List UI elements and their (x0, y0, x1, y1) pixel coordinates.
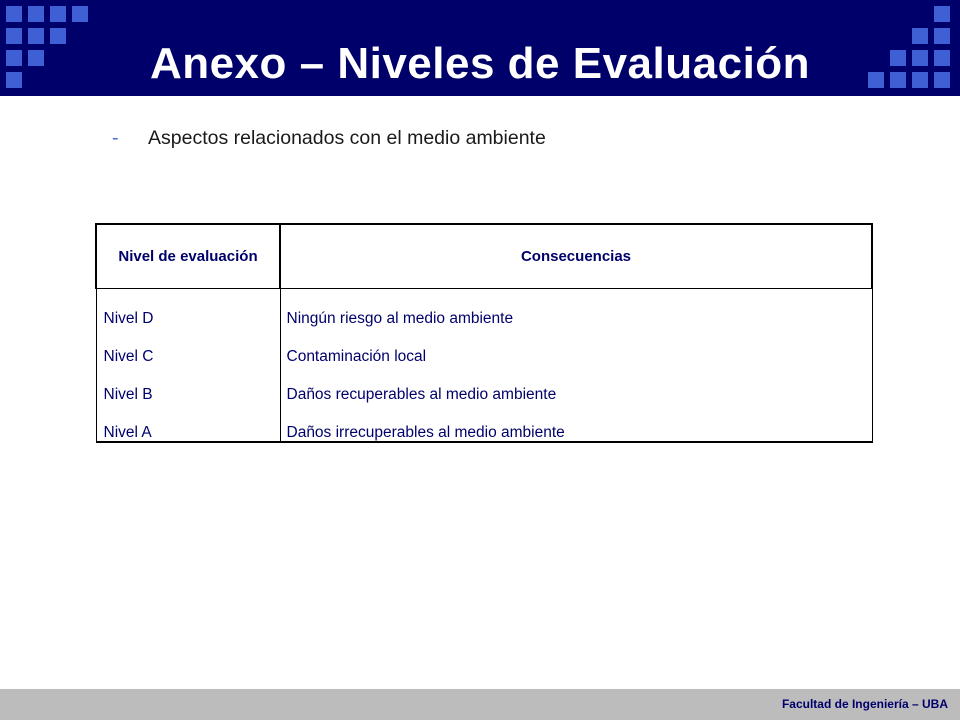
cell-nivel: Nivel B (96, 365, 280, 403)
title-bar (0, 0, 960, 96)
cell-nivel: Nivel A (96, 403, 280, 442)
evaluation-table (95, 223, 873, 443)
header-nivel: Nivel de evaluación (96, 224, 280, 289)
table-row (96, 327, 872, 365)
table-row (96, 365, 872, 403)
table-header-row (96, 224, 872, 289)
slide-title: Anexo – Niveles de Evaluación (149, 39, 811, 88)
header-consecuencias: Consecuencias (280, 224, 872, 289)
footer-bar (0, 689, 960, 720)
cell-consecuencia: Contaminación local (280, 327, 872, 365)
bullet-text: Aspectos relacionados con el medio ambiente (148, 127, 546, 149)
cell-consecuencia: Daños recuperables al medio ambiente (280, 365, 872, 403)
bullet-item (112, 124, 546, 152)
cell-consecuencia: Ningún riesgo al medio ambiente (280, 289, 872, 328)
decor-square (934, 6, 950, 22)
cell-consecuencia: Daños irrecuperables al medio ambiente (280, 403, 872, 442)
decor-square (50, 6, 66, 22)
decor-square (6, 6, 22, 22)
bullet-marker: - (112, 127, 119, 149)
cell-nivel: Nivel C (96, 327, 280, 365)
table-row (96, 403, 872, 442)
cell-nivel: Nivel D (96, 289, 280, 328)
footer-text: Facultad de Ingeniería – UBA (781, 697, 948, 711)
table-row (96, 289, 872, 328)
decor-square (72, 6, 88, 22)
decor-square (28, 6, 44, 22)
